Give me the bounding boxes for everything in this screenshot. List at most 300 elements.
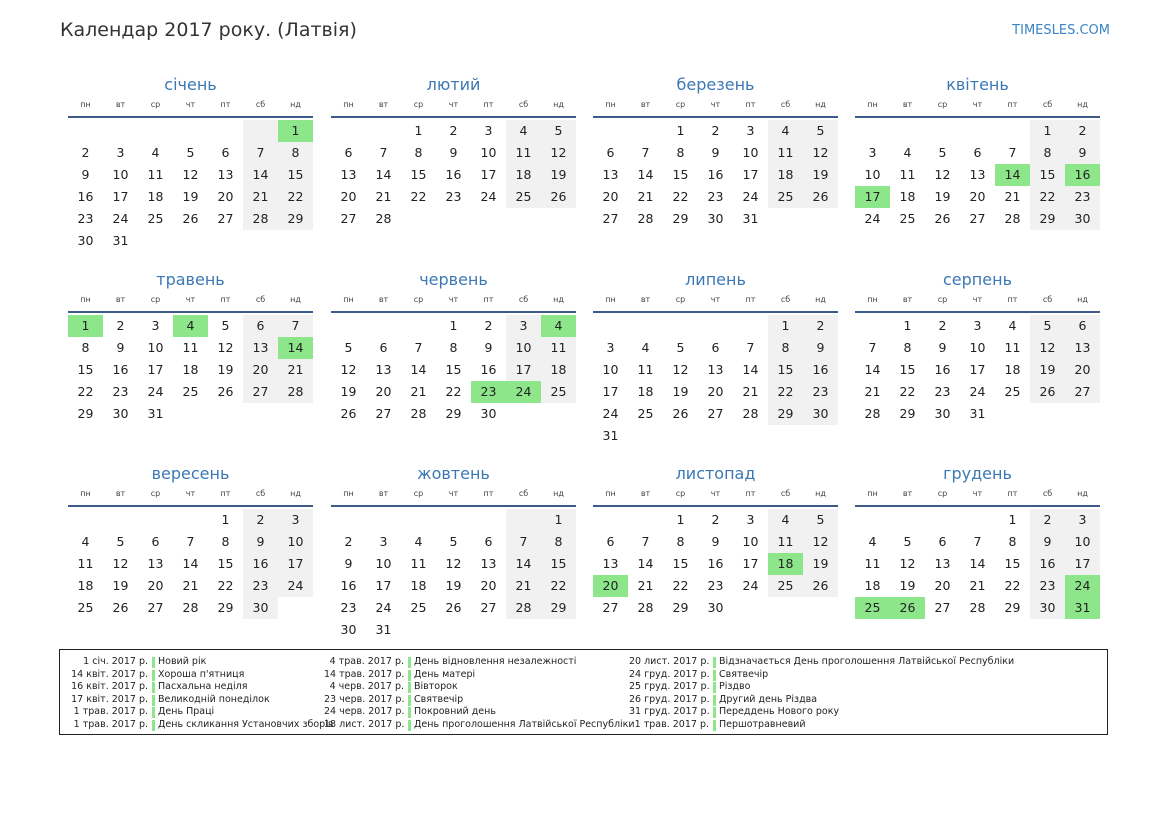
day-cell: 24 [278, 575, 313, 597]
day-grid [331, 315, 576, 425]
empty-day-cell [208, 120, 243, 142]
day-cell: 20 [340, 189, 357, 204]
day-cell: 20 [969, 189, 986, 204]
empty-day-cell [278, 403, 313, 425]
site-link[interactable]: TIMESLES.COM [1012, 23, 1110, 38]
day-cell: 26 [445, 600, 462, 615]
day-cell: 9 [449, 145, 458, 160]
day-cell: 22 [410, 189, 427, 204]
weekday-label: пн [867, 295, 878, 304]
day-cell: 19 [340, 384, 357, 399]
day-cell: 26 [182, 211, 199, 226]
day-cell: 22 [217, 578, 234, 593]
day-cell: 14 [506, 553, 541, 575]
weekday-header [331, 98, 576, 118]
day-cell: 13 [480, 556, 497, 571]
day-cell: 6 [711, 340, 720, 355]
day-cell: 14 [182, 556, 199, 571]
holiday-date: 4 черв. 2017 р. [329, 681, 404, 693]
day-cell: 2 [449, 123, 458, 138]
day-cell: 20 [602, 189, 619, 204]
month-10 [331, 461, 576, 641]
day-cell: 4 [81, 534, 90, 549]
holiday-name: Різдво [719, 681, 751, 693]
day-cell: 4 [641, 340, 650, 355]
day-cell: 27 [243, 381, 278, 403]
day-cell: 2 [484, 318, 493, 333]
weekday-label: сб [255, 100, 266, 109]
day-cell: 3 [484, 123, 493, 138]
month-name: березень [676, 75, 755, 94]
weekday-label: пн [80, 295, 91, 304]
month-name: квітень [946, 75, 1009, 94]
weekday-label: ср [675, 489, 686, 498]
day-cell: 1 [541, 509, 576, 531]
empty-day-cell [925, 509, 960, 531]
month-2 [331, 72, 576, 230]
day-cell: 23 [934, 384, 951, 399]
day-cell: 15 [672, 556, 689, 571]
day-cell: 16 [77, 189, 94, 204]
empty-day-cell [471, 208, 506, 230]
day-cell: 10 [147, 340, 164, 355]
day-cell: 16 [243, 553, 278, 575]
day-cell: 17 [742, 167, 759, 182]
holiday-name: День проголошення Латвійської Республіки [414, 719, 635, 730]
day-cell: 4 [768, 120, 803, 142]
holiday-date: 4 трав. 2017 р. [329, 656, 404, 667]
day-cell: 13 [147, 556, 164, 571]
day-cell: 20 [1065, 359, 1100, 381]
day-cell: 27 [1065, 381, 1100, 403]
holiday-date: 20 лист. 2017 р. [629, 656, 710, 667]
day-cell: 29 [768, 403, 803, 425]
holiday-day-cell: 14 [278, 337, 313, 359]
empty-day-cell [593, 509, 628, 531]
day-cell: 17 [742, 556, 759, 571]
day-cell: 29 [445, 406, 462, 421]
day-cell: 5 [344, 340, 353, 355]
day-cell: 12 [182, 167, 199, 182]
weekday-label: пн [605, 100, 616, 109]
weekday-label: вт [902, 489, 913, 498]
day-cell: 2 [938, 318, 947, 333]
weekday-header [593, 98, 838, 118]
day-cell: 7 [243, 142, 278, 164]
day-cell: 11 [768, 531, 803, 553]
holiday-date: 1 січ. 2017 р. [83, 656, 148, 667]
day-cell: 22 [541, 575, 576, 597]
day-cell: 3 [746, 123, 755, 138]
day-cell: 18 [1004, 362, 1021, 377]
day-cell: 15 [1030, 164, 1065, 186]
day-cell: 5 [116, 534, 125, 549]
empty-day-cell [401, 509, 436, 531]
empty-day-cell [506, 403, 541, 425]
day-cell: 8 [81, 340, 90, 355]
weekday-label: чт [710, 295, 721, 304]
month-name: червень [419, 270, 488, 289]
month-name: грудень [943, 464, 1012, 483]
day-cell: 19 [1030, 359, 1065, 381]
day-cell: 14 [864, 362, 881, 377]
holiday-day-cell: 26 [890, 597, 925, 619]
day-cell: 19 [803, 553, 838, 575]
day-cell: 21 [1004, 189, 1021, 204]
empty-day-cell [593, 315, 628, 337]
day-cell: 9 [711, 534, 720, 549]
day-cell: 12 [672, 362, 689, 377]
day-cell: 22 [672, 578, 689, 593]
weekday-label: пт [745, 295, 756, 304]
weekday-label: пт [1007, 489, 1018, 498]
weekday-label: сб [1042, 295, 1053, 304]
empty-day-cell [331, 315, 366, 337]
weekday-label: сб [1042, 100, 1053, 109]
day-cell: 17 [147, 362, 164, 377]
empty-day-cell [628, 120, 663, 142]
day-cell: 2 [711, 512, 720, 527]
day-cell: 24 [742, 189, 759, 204]
weekday-header [593, 293, 838, 313]
day-cell: 7 [1008, 145, 1017, 160]
weekday-label: пн [867, 100, 878, 109]
day-cell: 23 [1065, 186, 1100, 208]
holiday-marker [152, 707, 155, 718]
holiday-day-cell: 16 [1065, 164, 1100, 186]
day-cell: 9 [243, 531, 278, 553]
empty-day-cell [331, 509, 366, 531]
day-cell: 18 [864, 578, 881, 593]
weekday-label: пт [483, 295, 494, 304]
day-cell: 30 [77, 233, 94, 248]
day-cell: 30 [803, 403, 838, 425]
day-grid [593, 315, 838, 447]
day-cell: 26 [112, 600, 129, 615]
day-cell: 16 [340, 578, 357, 593]
day-cell: 17 [602, 384, 619, 399]
day-cell: 12 [217, 340, 234, 355]
day-cell: 14 [742, 362, 759, 377]
day-cell: 2 [711, 123, 720, 138]
day-grid [855, 315, 1100, 425]
holiday-marker [152, 657, 155, 668]
holiday-marker [152, 670, 155, 681]
day-cell: 19 [672, 384, 689, 399]
holiday-date: 14 квіт. 2017 р. [71, 668, 148, 680]
day-cell: 18 [637, 384, 654, 399]
day-cell: 30 [1030, 597, 1065, 619]
day-cell: 29 [217, 600, 234, 615]
day-cell: 4 [151, 145, 160, 160]
day-cell: 20 [217, 189, 234, 204]
day-cell: 7 [414, 340, 423, 355]
holiday-day-cell: 4 [541, 315, 576, 337]
day-cell: 2 [243, 509, 278, 531]
day-cell: 8 [541, 531, 576, 553]
day-cell: 12 [803, 142, 838, 164]
day-cell: 8 [278, 142, 313, 164]
empty-day-cell [243, 230, 278, 252]
day-cell: 21 [742, 384, 759, 399]
day-cell: 10 [742, 534, 759, 549]
day-cell: 1 [903, 318, 912, 333]
month-6 [331, 267, 576, 425]
weekday-header [855, 98, 1100, 118]
day-cell: 12 [1030, 337, 1065, 359]
day-cell: 10 [480, 145, 497, 160]
holiday-day-cell: 17 [855, 186, 890, 208]
weekday-label: вт [902, 100, 913, 109]
day-cell: 16 [1030, 553, 1065, 575]
day-cell: 5 [221, 318, 230, 333]
empty-day-cell [436, 509, 471, 531]
empty-day-cell [366, 315, 401, 337]
month-5 [68, 267, 313, 425]
empty-day-cell [243, 120, 278, 142]
day-cell: 24 [480, 189, 497, 204]
day-cell: 24 [602, 406, 619, 421]
day-cell: 4 [768, 509, 803, 531]
empty-day-cell [173, 403, 208, 425]
weekday-label: вт [640, 100, 651, 109]
holiday-name: День Праці [158, 706, 215, 718]
day-cell: 24 [969, 384, 986, 399]
day-cell: 10 [278, 531, 313, 553]
day-cell: 21 [506, 575, 541, 597]
day-cell: 6 [606, 534, 615, 549]
holiday-date: 14 трав. 2017 р. [324, 668, 405, 680]
day-cell: 2 [1065, 120, 1100, 142]
day-cell: 15 [77, 362, 94, 377]
day-cell: 28 [182, 600, 199, 615]
day-cell: 15 [445, 362, 462, 377]
day-cell: 24 [112, 211, 129, 226]
day-cell: 6 [938, 534, 947, 549]
weekday-label: нд [815, 489, 826, 498]
day-cell: 15 [672, 167, 689, 182]
empty-day-cell [628, 509, 663, 531]
empty-day-cell [855, 120, 890, 142]
holiday-marker [408, 695, 411, 706]
weekday-label: пт [1007, 295, 1018, 304]
empty-day-cell [278, 597, 313, 619]
day-cell: 12 [934, 167, 951, 182]
empty-day-cell [366, 120, 401, 142]
month-name: лютий [426, 75, 481, 94]
weekday-label: ср [675, 295, 686, 304]
empty-day-cell [471, 619, 506, 641]
day-cell: 12 [340, 362, 357, 377]
day-cell: 3 [1065, 509, 1100, 531]
day-cell: 29 [1004, 600, 1021, 615]
day-cell: 12 [541, 142, 576, 164]
day-cell: 6 [1065, 315, 1100, 337]
weekday-label: пт [483, 489, 494, 498]
day-cell: 16 [803, 359, 838, 381]
day-cell: 31 [112, 233, 129, 248]
day-cell: 21 [637, 578, 654, 593]
day-cell: 11 [864, 556, 881, 571]
month-7 [593, 267, 838, 447]
day-cell: 11 [541, 337, 576, 359]
weekday-label: сб [255, 295, 266, 304]
empty-day-cell [401, 208, 436, 230]
weekday-label: ср [150, 295, 161, 304]
weekday-label: ср [413, 295, 424, 304]
empty-day-cell [768, 597, 803, 619]
day-cell: 7 [868, 340, 877, 355]
empty-day-cell [733, 425, 768, 447]
empty-day-cell [506, 208, 541, 230]
empty-day-cell [803, 597, 838, 619]
empty-day-cell [733, 597, 768, 619]
holiday-marker [408, 670, 411, 681]
day-cell: 18 [768, 164, 803, 186]
day-cell: 15 [899, 362, 916, 377]
day-cell: 8 [676, 145, 685, 160]
day-cell: 21 [969, 578, 986, 593]
holiday-day-cell: 31 [1065, 597, 1100, 619]
day-cell: 27 [147, 600, 164, 615]
day-cell: 17 [375, 578, 392, 593]
day-cell: 29 [672, 600, 689, 615]
holiday-name: День відновлення незалежності [414, 656, 577, 667]
day-cell: 1 [449, 318, 458, 333]
weekday-label: чт [185, 100, 196, 109]
day-cell: 19 [541, 164, 576, 186]
day-cell: 21 [410, 384, 427, 399]
empty-day-cell [366, 509, 401, 531]
holiday-marker [713, 682, 716, 693]
day-cell: 25 [541, 381, 576, 403]
holiday-day-cell: 14 [995, 164, 1030, 186]
day-cell: 27 [707, 406, 724, 421]
day-cell: 11 [637, 362, 654, 377]
day-cell: 31 [602, 428, 619, 443]
day-cell: 26 [217, 384, 234, 399]
holiday-date: 17 квіт. 2017 р. [71, 693, 148, 705]
holiday-name: Великодній понеділок [158, 693, 270, 705]
holiday-name: День скликання Установчих зборів [158, 719, 334, 730]
empty-day-cell [768, 425, 803, 447]
holiday-marker [152, 695, 155, 706]
day-cell: 22 [445, 384, 462, 399]
day-cell: 28 [742, 406, 759, 421]
day-cell: 15 [217, 556, 234, 571]
day-cell: 18 [147, 189, 164, 204]
weekday-label: чт [972, 100, 983, 109]
day-cell: 13 [217, 167, 234, 182]
day-cell: 30 [243, 597, 278, 619]
day-cell: 18 [77, 578, 94, 593]
weekday-label: чт [185, 489, 196, 498]
day-cell: 16 [112, 362, 129, 377]
day-cell: 3 [116, 145, 125, 160]
empty-day-cell [541, 619, 576, 641]
day-cell: 21 [864, 384, 881, 399]
month-3 [593, 72, 838, 230]
empty-day-cell [331, 120, 366, 142]
day-cell: 11 [899, 167, 916, 182]
weekday-label: пн [80, 489, 91, 498]
day-cell: 22 [1004, 578, 1021, 593]
empty-day-cell [855, 509, 890, 531]
empty-day-cell [401, 315, 436, 337]
day-cell: 26 [1030, 381, 1065, 403]
holiday-marker [152, 682, 155, 693]
day-cell: 11 [506, 142, 541, 164]
empty-day-cell [506, 509, 541, 531]
day-cell: 24 [864, 211, 881, 226]
weekday-label: вт [378, 489, 389, 498]
holiday-day-cell: 23 [471, 381, 506, 403]
weekday-label: чт [710, 100, 721, 109]
day-cell: 10 [742, 145, 759, 160]
weekday-label: сб [780, 100, 791, 109]
weekday-label: чт [448, 295, 459, 304]
day-cell: 24 [742, 578, 759, 593]
day-cell: 15 [768, 359, 803, 381]
day-cell: 3 [379, 534, 388, 549]
empty-day-cell [173, 120, 208, 142]
day-cell: 27 [602, 211, 619, 226]
empty-day-cell [68, 509, 103, 531]
day-cell: 20 [147, 578, 164, 593]
month-name: вересень [151, 464, 230, 483]
day-cell: 6 [973, 145, 982, 160]
day-cell: 13 [375, 362, 392, 377]
day-cell: 24 [375, 600, 392, 615]
weekday-label: ср [150, 100, 161, 109]
day-cell: 25 [899, 211, 916, 226]
day-cell: 11 [410, 556, 427, 571]
day-cell: 20 [707, 384, 724, 399]
month-11 [593, 461, 838, 619]
day-cell: 25 [147, 211, 164, 226]
holiday-marker [713, 657, 716, 668]
day-cell: 4 [868, 534, 877, 549]
day-cell: 18 [899, 189, 916, 204]
weekday-label: пн [605, 295, 616, 304]
empty-day-cell [995, 120, 1030, 142]
empty-day-cell [698, 425, 733, 447]
weekday-label: нд [553, 489, 564, 498]
month-8 [855, 267, 1100, 425]
day-cell: 4 [1008, 318, 1017, 333]
day-cell: 17 [969, 362, 986, 377]
day-grid [855, 120, 1100, 230]
day-cell: 15 [278, 164, 313, 186]
holiday-date: 1 трав. 2017 р. [73, 706, 148, 718]
day-grid [331, 509, 576, 641]
day-cell: 28 [969, 600, 986, 615]
page-title: Календар 2017 року. (Латвія) [60, 19, 357, 41]
day-cell: 29 [278, 208, 313, 230]
day-cell: 21 [243, 186, 278, 208]
day-cell: 4 [414, 534, 423, 549]
holiday-day-cell: 25 [855, 597, 890, 619]
empty-day-cell [890, 509, 925, 531]
day-cell: 21 [637, 189, 654, 204]
empty-day-cell [541, 403, 576, 425]
weekday-label: сб [780, 295, 791, 304]
weekday-header [331, 487, 576, 507]
day-cell: 27 [602, 600, 619, 615]
day-cell: 6 [606, 145, 615, 160]
day-cell: 25 [506, 186, 541, 208]
holiday-marker [408, 720, 411, 731]
